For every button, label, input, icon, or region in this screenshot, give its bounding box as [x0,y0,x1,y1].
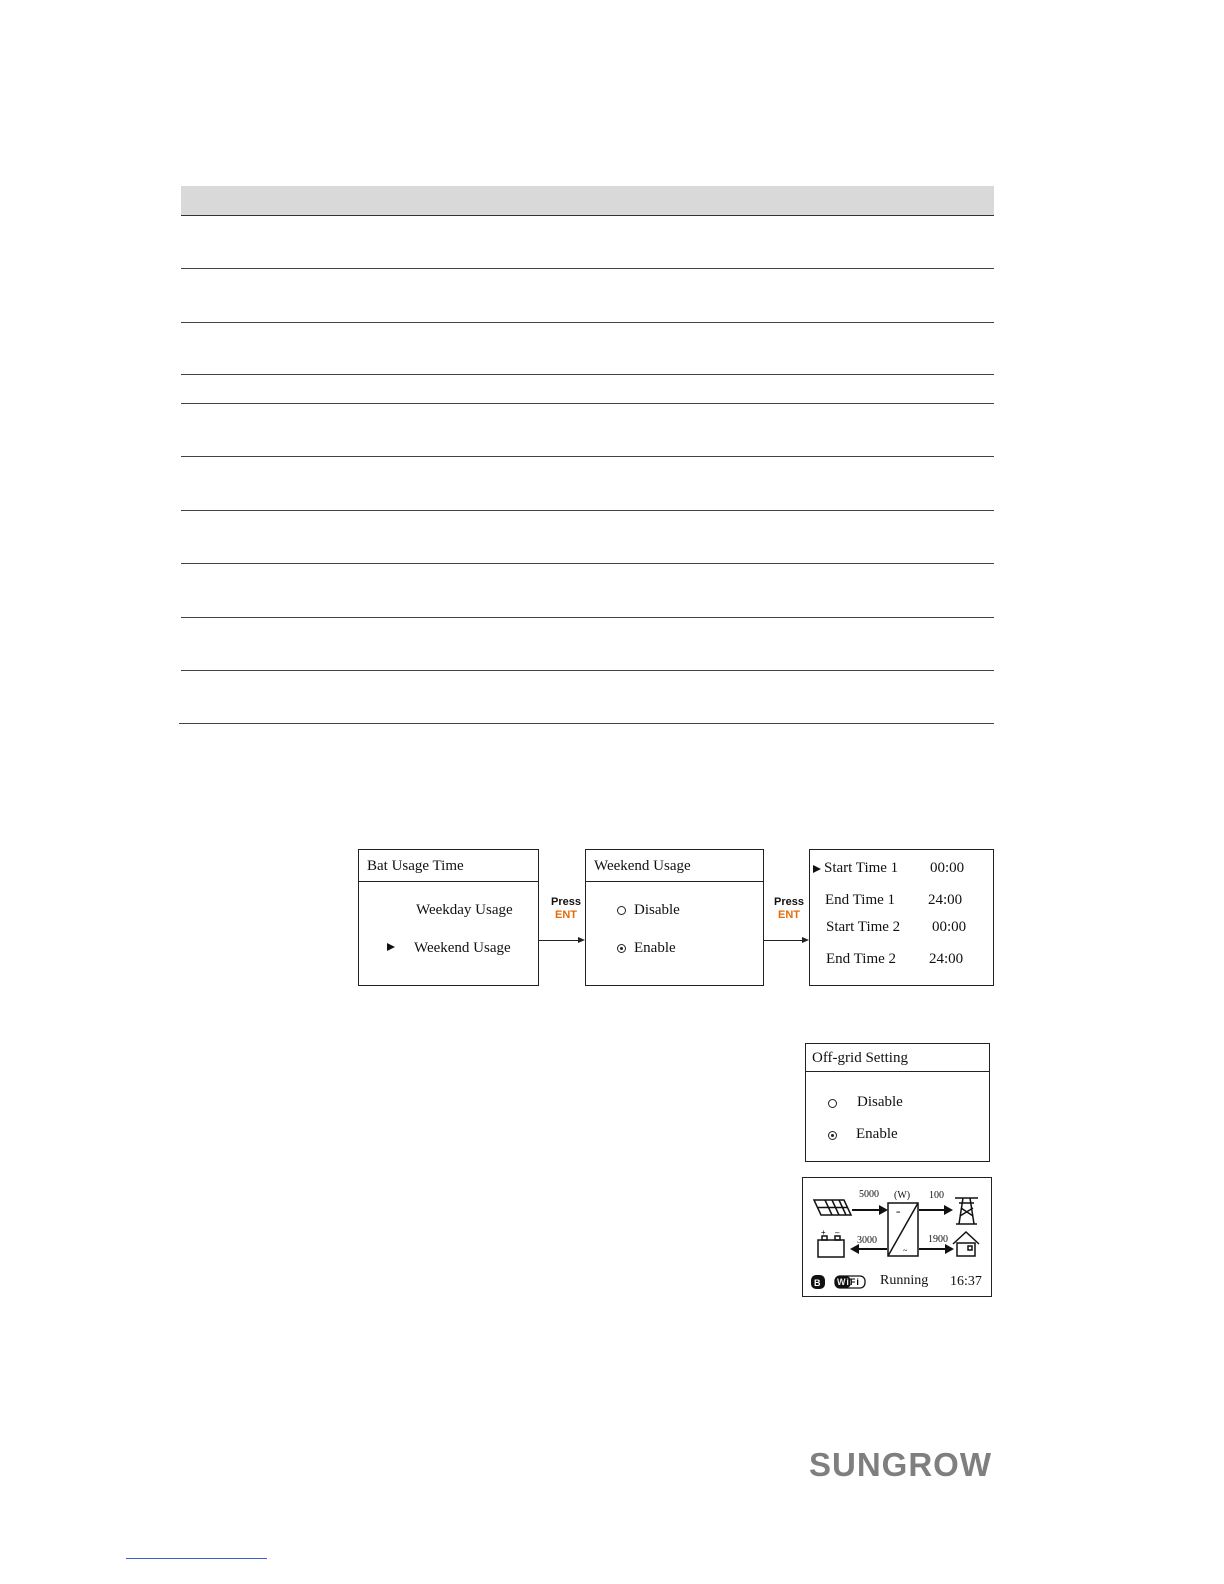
table-row [181,457,994,511]
screen-title: Weekend Usage [586,850,763,882]
screen-title: Off-grid Setting [806,1044,989,1072]
load-flow-arrow-icon [945,1244,954,1254]
press-label: Press [774,896,804,908]
sungrow-logo: SUNGROW [809,1446,992,1483]
table-row [181,215,994,269]
table-row [181,618,994,671]
table-row [181,323,994,375]
ent-key-label: ENT [778,909,800,921]
radio-enable-icon[interactable] [828,1131,837,1140]
press-ent-label [768,896,810,922]
press-ent-label [545,896,587,922]
menu-item-weekday-usage[interactable]: Weekday Usage [416,902,513,918]
offgrid-setting-screen [805,1043,990,1162]
table-row [181,269,994,323]
flow-arrow-icon [578,937,585,943]
radio-disable-icon[interactable] [828,1099,837,1108]
time-setting-screen [809,849,994,986]
running-status: Running [880,1273,929,1288]
radio-enable-icon[interactable] [617,944,626,953]
power-unit-label: (W) [894,1190,911,1201]
grid-flow-arrow-icon [944,1205,953,1215]
end-time-2-value[interactable]: 24:00 [929,951,964,967]
table-row [181,511,994,564]
table-header-row [181,186,994,216]
svg-text:~: ~ [903,1246,908,1255]
selection-arrow-icon [813,865,821,873]
svg-text:=: = [896,1208,901,1217]
ent-key-label: ENT [555,909,577,921]
end-time-1-label: End Time 1 [825,892,896,908]
weekend-usage-screen [585,849,764,986]
battery-icon [818,1236,844,1257]
clock-time: 16:37 [950,1274,982,1289]
option-disable-label: Disable [857,1094,903,1110]
end-time-2-label: End Time 2 [826,951,897,967]
start-time-1-label: Start Time 1 [824,860,899,876]
grid-power-value: 100 [929,1190,944,1201]
status-screen [802,1177,992,1297]
bat-usage-time-screen [358,849,539,986]
house-icon [953,1232,979,1256]
start-time-2-value[interactable]: 00:00 [932,919,967,935]
screen-title: Bat Usage Time [359,850,538,882]
svg-text:B: B [814,1278,821,1288]
table-row [179,671,994,724]
pv-power-value: 5000 [859,1189,879,1200]
svg-text:+: + [821,1228,826,1237]
grid-tower-icon [955,1198,978,1224]
menu-item-weekend-usage[interactable]: Weekend Usage [414,940,511,956]
radio-disable-icon[interactable] [617,906,626,915]
start-time-1-value[interactable]: 00:00 [930,860,965,876]
press-label: Press [551,896,581,908]
bluetooth-icon [811,1275,825,1289]
pv-flow-arrow-icon [879,1205,888,1215]
flow-arrow-line [764,940,802,941]
load-power-value: 1900 [928,1234,948,1245]
selection-arrow-icon [387,943,395,951]
pv-panel-icon [814,1200,851,1215]
flow-arrow-icon [802,937,809,943]
flow-arrow-line [539,940,579,941]
footer-link-underline [126,1558,267,1559]
start-time-2-label: Start Time 2 [826,919,901,935]
wifi-label: WiFi [837,1277,860,1287]
option-enable-label: Enable [634,940,676,956]
battery-power-value: 3000 [857,1235,877,1246]
table-row [181,404,994,457]
svg-text:–: – [835,1228,840,1237]
option-enable-label: Enable [856,1126,898,1142]
end-time-1-value[interactable]: 24:00 [928,892,963,908]
option-disable-label: Disable [634,902,680,918]
table-row [181,564,994,618]
table-row [181,375,994,404]
